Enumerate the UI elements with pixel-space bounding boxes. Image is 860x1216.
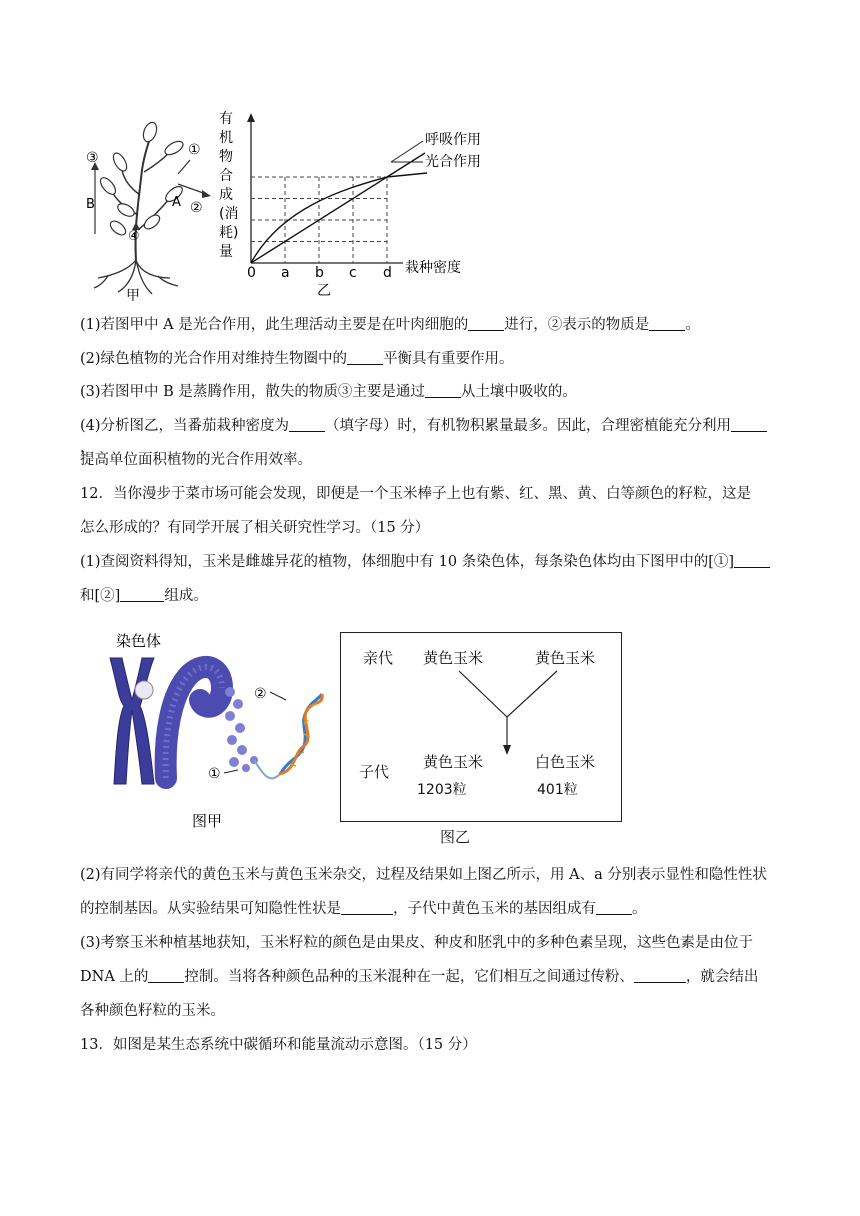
cross-caption: 图乙: [440, 828, 471, 846]
chromosome-figure: [104, 628, 334, 838]
q12-p3-text-a: DNA 上的: [80, 969, 149, 985]
answer-blank[interactable]: [468, 316, 504, 331]
q11-p4-text-a: (4)分析图乙，当番茄栽种密度为: [80, 418, 290, 434]
answer-blank[interactable]: [148, 968, 184, 983]
q11-p1-text-c: 。: [685, 317, 700, 333]
y-label-char: 有: [219, 111, 233, 127]
density-chart: [215, 105, 515, 305]
answer-blank[interactable]: [649, 316, 685, 331]
chromosome-caption: 图甲: [192, 812, 223, 830]
legend-respiration: 呼吸作用: [425, 132, 481, 148]
q11-part4-cont: [80, 449, 780, 471]
chart-caption: 乙: [317, 283, 331, 299]
plant-label-1: ①: [188, 142, 201, 158]
q11-p3-text-b: 从土壤中吸收的。: [460, 384, 577, 400]
legend-leader-respiration: [391, 141, 423, 162]
answer-blank[interactable]: [734, 553, 770, 568]
y-label-char: 耗): [219, 225, 239, 241]
child-left-count: 1203粒: [417, 782, 467, 798]
q12-p1-text-a: (1)查阅资料得知，玉米是雌雄异花的植物，体细胞中有 10 条染色体，每条染色体均由下图甲中的[①]: [80, 554, 735, 570]
series-line-photosynthesis: [251, 173, 427, 263]
chart-x-label: 栽种密度: [405, 260, 461, 276]
answer-blank[interactable]: [289, 417, 325, 432]
chart-figure: [215, 105, 515, 305]
x-tick-label: 0: [247, 265, 256, 281]
y-axis-arrow: [247, 113, 255, 122]
q12-part3-line1: (3)考察玉米种植基地获知，玉米籽粒的颜色是由果皮、种皮和胚乳中的多种色素呈现，这些色素是由位于: [80, 935, 754, 951]
parent-right: 黄色玉米: [535, 649, 596, 667]
y-label-char: (消: [219, 206, 239, 222]
answer-blank[interactable]: [120, 587, 164, 602]
q12-part3-line2: [80, 966, 780, 988]
q11-p2-text-a: (2)绿色植物的光合作用对维持生物圈中的: [80, 351, 348, 367]
answer-blank[interactable]: [425, 383, 461, 398]
x-tick-label: b: [315, 265, 324, 281]
q11-p4-text-c: ，: [80, 440, 95, 456]
q12-part1-line1: [80, 551, 780, 573]
x-tick-label: a: [281, 265, 290, 281]
answer-blank[interactable]: [341, 900, 393, 915]
q11-p3-text-a: (3)若图甲中 B 是蒸腾作用，散失的物质③主要是通过: [80, 384, 425, 400]
plant-caption: 甲: [126, 288, 140, 304]
q12-part1-line2: [80, 585, 780, 607]
q12-p3-text-c: ，就会结出: [685, 969, 759, 985]
q11-p4-text-d: 提高单位面积植物的光合作用效率。: [80, 452, 312, 468]
legend-photosynthesis: 光合作用: [425, 154, 481, 170]
cross-diagram: [340, 632, 622, 822]
q12-part2-line1: (2)有同学将亲代的黄色玉米与黄色玉米杂交，过程及结果如上图乙所示，用 A、a 分别表示显性和隐性性状: [80, 867, 767, 883]
q13-intro: 13．如图是某生态系统中碳循环和能量流动示意图。（15 分）: [80, 1037, 477, 1053]
parent-left: 黄色玉米: [423, 649, 484, 667]
q11-part2: [80, 348, 780, 370]
plant-figure: [78, 110, 218, 305]
q11-part3: [80, 381, 780, 403]
q12-p2-text-a: 的控制基因。从实验结果可知隐性性状是: [80, 901, 341, 917]
parent-label: 亲代: [363, 649, 394, 667]
child-right-count: 401粒: [537, 782, 578, 798]
y-label-char: 量: [219, 244, 233, 260]
q11-p4-text-b: （填字母）时，有机物积累量最多。因此，合理密植能充分利用: [325, 418, 732, 434]
chromosome-label: 染色体: [116, 632, 162, 650]
q11-part1: [80, 314, 780, 336]
x-tick-label: d: [383, 265, 392, 281]
cross-arrows: [341, 633, 621, 821]
chromosome-label-2: ②: [254, 686, 267, 702]
chromosome-drawing: [104, 628, 334, 838]
answer-blank[interactable]: [634, 968, 686, 983]
y-label-char: 物: [219, 149, 233, 165]
q11-p1-text-b: 进行，②表示的物质是: [504, 317, 650, 333]
y-label-char: 合: [219, 168, 233, 184]
q11-p1-text-a: (1)若图甲中 A 是光合作用，此生理活动主要是在叶肉细胞的: [80, 317, 469, 333]
plant-drawing: [78, 110, 218, 305]
q12-p2-text-b: ，子代中黄色玉米的基因组成有: [393, 901, 596, 917]
answer-blank[interactable]: [347, 350, 383, 365]
chromosome-label-1: ①: [208, 766, 221, 782]
x-tick-label: c: [349, 265, 357, 281]
answer-blank[interactable]: [596, 900, 632, 915]
q12-part2-line2: [80, 898, 780, 920]
y-label-char: 机: [219, 130, 233, 146]
q12-p1-text-c: 组成。: [164, 588, 208, 604]
q12-intro-line2: 怎么形成的？有同学开展了相关研究性学习。（15 分）: [80, 520, 430, 536]
chart-y-label: [219, 111, 238, 260]
plant-label-3: ③: [86, 150, 99, 166]
q12-p2-text-c: 。: [632, 901, 647, 917]
series-line-respiration: [251, 153, 425, 263]
q12-part3-line3: 各种颜色籽粒的玉米。: [80, 1003, 225, 1019]
plant-label-2: ②: [190, 200, 203, 216]
child-left: 黄色玉米: [423, 753, 484, 771]
y-label-char: 成: [219, 187, 233, 203]
plant-label-a: A: [172, 195, 181, 210]
child-label: 子代: [359, 763, 390, 781]
plant-label-b: B: [86, 197, 95, 212]
q12-p1-text-b: 和[②]: [80, 588, 121, 604]
q12-intro-line1: 12．当你漫步于菜市场可能会发现，即便是一个玉米棒子上也有紫、红、黑、黄、白等颜色的籽粒，这是: [80, 486, 751, 502]
q12-p3-text-b: 控制。当将各种颜色品种的玉米混种在一起，它们相互之间通过传粉、: [184, 969, 634, 985]
answer-blank[interactable]: [731, 417, 767, 432]
q11-p2-text-b: 平衡具有重要作用。: [383, 351, 514, 367]
child-right: 白色玉米: [535, 753, 596, 771]
plant-label-4: ④: [128, 229, 140, 244]
